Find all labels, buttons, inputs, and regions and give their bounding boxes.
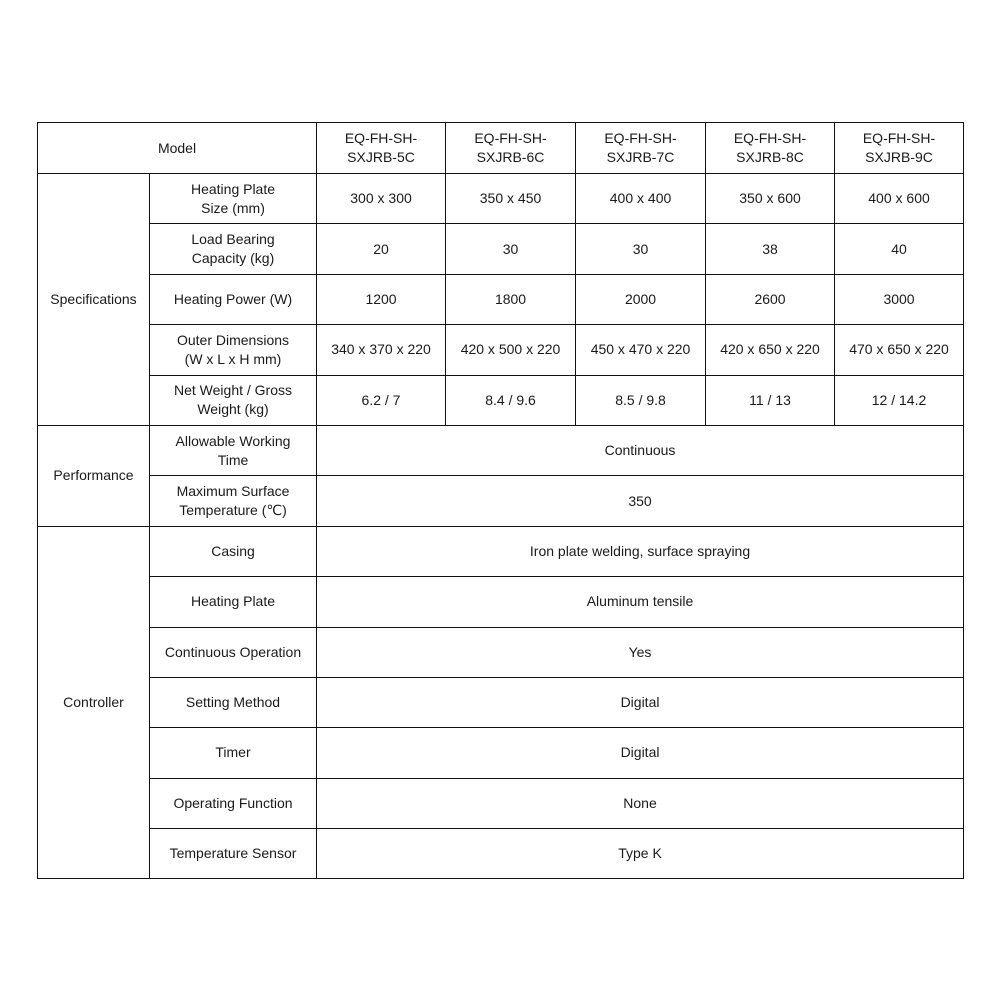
model-cell: EQ-FH-SH- SXJRB-7C — [576, 123, 706, 174]
value-cell: 350 — [317, 476, 964, 526]
value-cell: Digital — [317, 728, 964, 778]
value-cell: 30 — [576, 224, 706, 274]
controller-row-operating-function — [38, 778, 964, 828]
value-cell: 38 — [706, 224, 835, 274]
row-label: Outer Dimensions (W x L x H mm) — [150, 325, 317, 375]
row-label: Load Bearing Capacity (kg) — [150, 224, 317, 274]
controller-row-timer — [38, 728, 964, 778]
controller-row-continuous-operation — [38, 627, 964, 677]
value-cell: 8.4 / 9.6 — [446, 375, 576, 425]
value-cell: 400 x 400 — [576, 174, 706, 224]
performance-row-max-temperature — [38, 476, 964, 526]
row-label: Temperature Sensor — [150, 829, 317, 879]
value-cell: 420 x 650 x 220 — [706, 325, 835, 375]
controller-row-heating-plate — [38, 577, 964, 627]
value-cell: 340 x 370 x 220 — [317, 325, 446, 375]
value-cell: 20 — [317, 224, 446, 274]
row-label: Operating Function — [150, 778, 317, 828]
value-cell: 1200 — [317, 274, 446, 324]
value-cell: 8.5 / 9.8 — [576, 375, 706, 425]
value-cell: Yes — [317, 627, 964, 677]
row-label: Maximum Surface Temperature (℃) — [150, 476, 317, 526]
performance-row-working-time — [38, 425, 964, 475]
value-cell: None — [317, 778, 964, 828]
value-cell: 2600 — [706, 274, 835, 324]
value-cell: 3000 — [835, 274, 964, 324]
value-cell: 300 x 300 — [317, 174, 446, 224]
value-cell: 400 x 600 — [835, 174, 964, 224]
spec-table — [37, 122, 964, 879]
model-cell: EQ-FH-SH- SXJRB-8C — [706, 123, 835, 174]
model-cell: EQ-FH-SH- SXJRB-5C — [317, 123, 446, 174]
performance-group-label: Performance — [38, 425, 150, 526]
value-cell: 2000 — [576, 274, 706, 324]
value-cell: 470 x 650 x 220 — [835, 325, 964, 375]
value-cell: 420 x 500 x 220 — [446, 325, 576, 375]
spec-row-heating-power — [38, 274, 964, 324]
value-cell: 350 x 600 — [706, 174, 835, 224]
value-cell: 350 x 450 — [446, 174, 576, 224]
specifications-group-label: Specifications — [38, 174, 150, 426]
spec-row-weight — [38, 375, 964, 425]
spec-row-outer-dimensions — [38, 325, 964, 375]
row-label: Heating Plate — [150, 577, 317, 627]
row-label: Heating Power (W) — [150, 274, 317, 324]
controller-row-setting-method — [38, 677, 964, 727]
value-cell: Aluminum tensile — [317, 577, 964, 627]
row-label: Timer — [150, 728, 317, 778]
value-cell: 11 / 13 — [706, 375, 835, 425]
model-cell: EQ-FH-SH- SXJRB-9C — [835, 123, 964, 174]
value-cell: 30 — [446, 224, 576, 274]
value-cell: 450 x 470 x 220 — [576, 325, 706, 375]
value-cell: Continuous — [317, 425, 964, 475]
value-cell: Iron plate welding, surface spraying — [317, 526, 964, 576]
value-cell: 12 / 14.2 — [835, 375, 964, 425]
value-cell: 1800 — [446, 274, 576, 324]
value-cell: Type K — [317, 829, 964, 879]
controller-group-label: Controller — [38, 526, 150, 879]
spec-row-load-capacity — [38, 224, 964, 274]
value-cell: Digital — [317, 677, 964, 727]
controller-row-casing — [38, 526, 964, 576]
row-label: Allowable Working Time — [150, 425, 317, 475]
model-cell: EQ-FH-SH- SXJRB-6C — [446, 123, 576, 174]
model-label-cell: Model — [38, 123, 317, 174]
controller-row-temperature-sensor — [38, 829, 964, 879]
row-label: Continuous Operation — [150, 627, 317, 677]
spec-row-plate-size — [38, 174, 964, 224]
value-cell: 40 — [835, 224, 964, 274]
row-label: Setting Method — [150, 677, 317, 727]
row-label: Casing — [150, 526, 317, 576]
row-label: Heating Plate Size (mm) — [150, 174, 317, 224]
value-cell: 6.2 / 7 — [317, 375, 446, 425]
row-label: Net Weight / Gross Weight (kg) — [150, 375, 317, 425]
header-row — [38, 123, 964, 174]
